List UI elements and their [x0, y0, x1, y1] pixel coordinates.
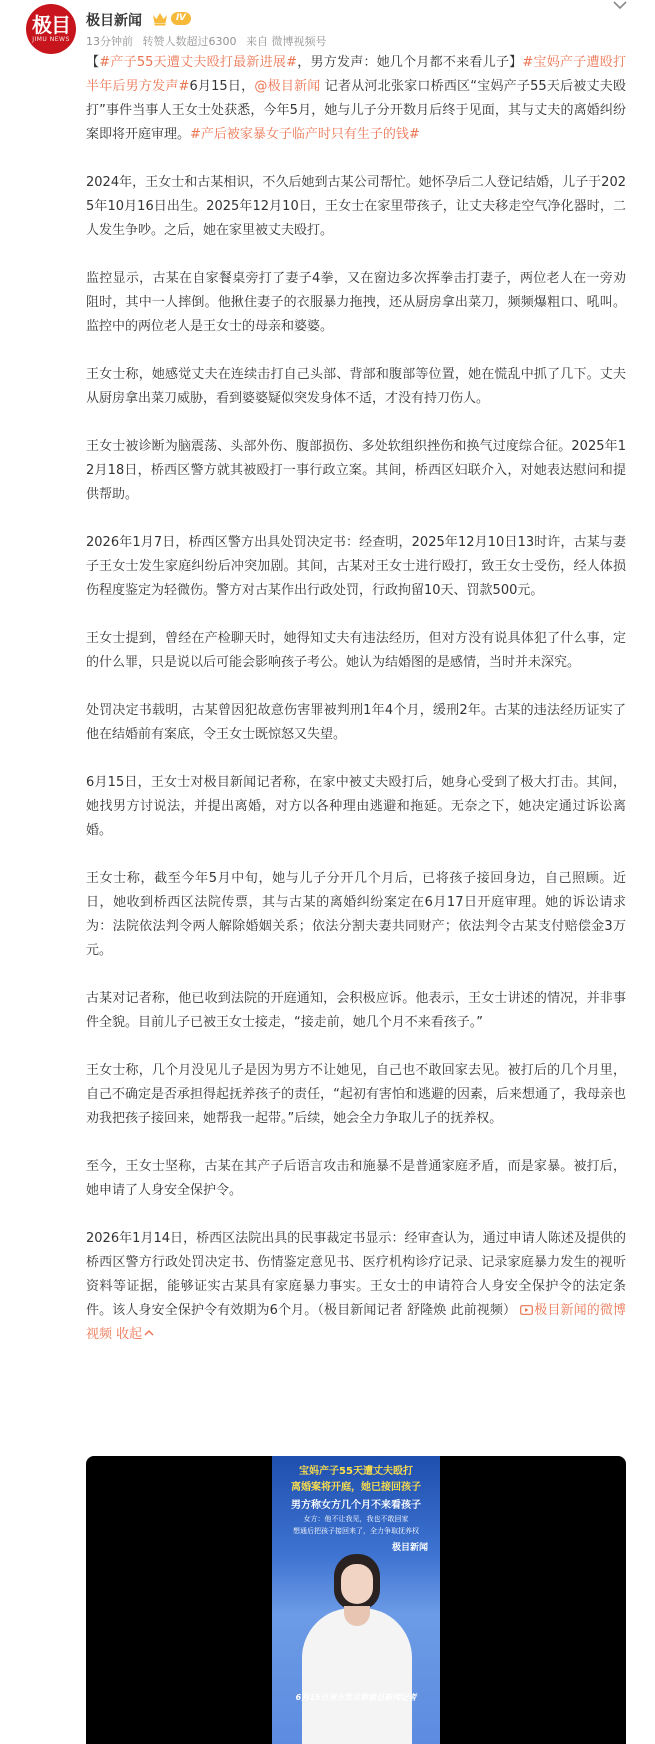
topic-link[interactable]: #宝妈产子遭殴打半年后男方发声# [86, 55, 626, 94]
post-paragraph: 处罚决定书载明，古某曾因犯故意伤害罪被判刑1年4个月，缓刑2年。古某的违法经历证实了他在结婚前有案底，令王女士既惊怒又失望。 [86, 703, 626, 742]
chevron-up-icon[interactable] [144, 1329, 154, 1337]
video-link-label: 极目新闻的微博视频 [86, 1303, 626, 1342]
avatar-logo-subtext: JIMU NEWS [32, 36, 70, 43]
post-paragraph: 6月15日，王女士对极目新闻记者称，在家中被丈夫殴打后，她身心受到了极大打击。其间，她找男方讨说法，并提出离婚，对方以各种理由逃避和拖延。无奈之下，她决定通过诉讼离婚。 [86, 775, 626, 838]
post-time[interactable]: 13分钟前 [86, 35, 133, 48]
final-text: 2026年1月14日，桥西区法院出具的民事裁定书显示：经审查认为，通过申请人陈述及提供的桥西区警方行政处罚决定书、伤情鉴定意见书、医疗机构诊疗记录、记录家庭暴力发生的视听资料等证据，能够证实古某具有家庭暴力事实。王女士的申请符合人身安全保护令的法定条件。该人身安全保护令有效期为6个月。（极目新闻记者 舒隆焕 此前视频） [86, 1231, 626, 1318]
post-paragraph: 2026年1月7日，桥西区警方出具处罚决定书：经查明，2025年12月10日13时许，古某与妻子王女士发生家庭纠纷后冲突加剧。其间，古某对王女士进行殴打，致王女士受伤，经人体损伤程度鉴定为轻微伤。警方对古某作出行政处罚，行政拘留10天、罚款500元。 [86, 535, 626, 598]
poster-quote: 想通后把孩子接回来了，全力争取抚养权 [293, 1527, 419, 1535]
anchor-jacket [302, 1608, 412, 1744]
avatar-logo-text: 极目 [32, 13, 70, 37]
post-paragraph: 王女士提到，曾经在产检聊天时，她得知丈夫有违法经历，但对方没有说具体犯了什么事，定的什么罪，只是说以后可能会影响孩子考公。她认为结婚图的是感情，当时并未深究。 [86, 631, 626, 670]
post-paragraph-intro [86, 51, 626, 147]
crown-icon [152, 11, 168, 26]
bracket-open: 【 [86, 55, 100, 70]
post-paragraph: 监控显示，古某在自家餐桌旁打了妻子4拳，又在窗边多次挥拳击打妻子，两位老人在一旁劝阻时，其中一人摔倒。他揪住妻子的衣服暴力拖拽，还从厨房拿出菜刀，频频爆粗口、吼叫。监控中的两位老人是王女士的母亲和婆婆。 [86, 271, 626, 334]
topic-link[interactable]: #产后被家暴女子临产时只有生子的钱# [190, 127, 420, 142]
intro-text: 记者从河北张家口桥西区“宝妈产子55天后被丈夫殴打”事件当事人王女士处获悉，今年5月，她与儿子分开数月后终于见面，其与丈夫的离婚纠纷案即将开庭审理。 [86, 79, 626, 142]
post-paragraph: 王女士称，几个月没见儿子是因为男方不让她见，自己也不敢回家去见。被打后的几个月里，自己不确定是否承担得起抚养孩子的责任，“起初有害怕和逃避的因素，后来想通了，我母亲也劝我把孩子接回来，她帮我一起带。”后续，她会全力争取儿子的抚养权。 [86, 1063, 626, 1126]
post-paragraph: 王女士称，她感觉丈夫在连续击打自己头部、背部和腹部等位置，她在慌乱中抓了几下。丈夫从厨房拿出菜刀威胁，看到婆婆疑似突发身体不适，才没有持刀伤人。 [86, 367, 626, 406]
post-paragraph: 2024年，王女士和古某相识，不久后她到古某公司帮忙。她怀孕后二人登记结婚，儿子于2025年10月16日出生。2025年12月10日，王女士在家里带孩子，让丈夫移走空气净化器时，二人发生争吵。之后，她在家里被丈夫殴打。 [86, 175, 626, 238]
post-body [86, 51, 626, 1347]
mention-link[interactable]: @极目新闻 [254, 79, 321, 94]
level-badge[interactable]: Ⅳ [171, 12, 191, 25]
chevron-down-icon[interactable] [612, 0, 628, 12]
post-source[interactable]: 来自 微博视频号 [246, 35, 327, 48]
post-meta [86, 33, 333, 49]
author-name[interactable]: 极目新闻 [86, 13, 142, 29]
poster-subheadline: 男方称女方几个月不来看孩子 [291, 1500, 421, 1511]
post-header [0, 0, 655, 56]
avatar[interactable] [26, 4, 76, 54]
video-caption: 6月15日男方发言称极目新闻记者 [295, 1693, 417, 1702]
post-paragraph: 至今，王女士坚称，古某在其产子后语言攻击和施暴不是普通家庭矛盾，而是家暴。被打后，她申请了人身安全保护令。 [86, 1159, 626, 1198]
post-paragraph: 古某对记者称，他已收到法院的开庭通知，会积极应诉。他表示，王女士讲述的情况，并非事件全貌。目前儿子已被王女士接走，“接走前，她几个月不来看孩子。” [86, 991, 626, 1030]
anchor-face [341, 1564, 373, 1604]
author-badges [152, 11, 191, 26]
post-paragraph: 王女士称，截至今年5月中旬，她与儿子分开几个月后，已将孩子接回身边，自己照顾。近日，她收到桥西区法院传票，其与古某的离婚纠纷案定在6月17日开庭审理。她的诉讼请求为：法院依法判令两人解除婚姻关系；依法分割夫妻共同财产；依法判令古某支付赔偿金3万元。 [86, 871, 626, 958]
post-paragraph-final [86, 1227, 626, 1347]
video-player[interactable] [86, 1456, 626, 1744]
poster-logo: 极目新闻 [392, 1543, 429, 1553]
intro-text: 6月15日， [189, 79, 255, 94]
poster-quote: 女方：他不让我见，我也不敢回家 [303, 1515, 409, 1523]
video-link-icon [520, 1305, 533, 1315]
repost-like-count: 转赞人数超过6300 [142, 35, 237, 48]
poster-headline: 离婚案将开庭，她已接回孩子 [291, 1482, 421, 1493]
headline-text: ，男方发声：她几个月都不来看儿子】 [296, 55, 523, 70]
video-poster [272, 1456, 440, 1744]
post-paragraph: 王女士被诊断为脑震荡、头部外伤、腹部损伤、多处软组织挫伤和换气过度综合征。2025年12月18日，桥西区警方就其被殴打一事行政立案。其间，桥西区妇联介入，对她表达慰问和提供帮助。 [86, 439, 626, 502]
poster-headline: 宝妈产子55天遭丈夫殴打 [299, 1466, 413, 1477]
collapse-link[interactable]: 收起 [116, 1327, 143, 1342]
topic-link[interactable]: #产子55天遭丈夫殴打最新进展# [99, 55, 297, 70]
